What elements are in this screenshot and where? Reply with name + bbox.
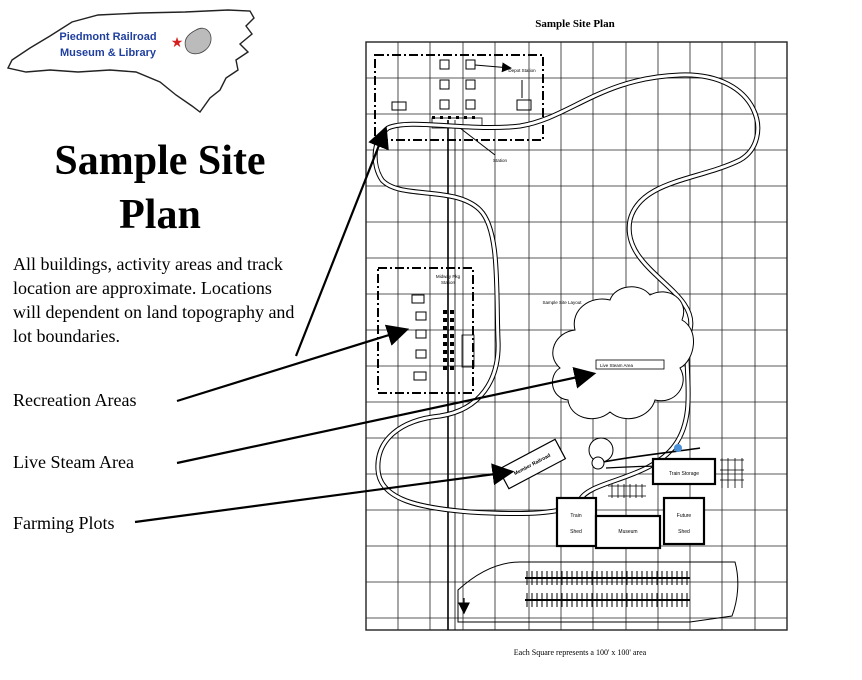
midway-area — [378, 268, 474, 393]
recreation-arrow — [177, 330, 405, 401]
live-steam-arrow — [177, 374, 592, 463]
depot-station-label: Depot Station — [508, 68, 536, 73]
plan-title: Sample Site Plan — [535, 18, 615, 30]
member-railroad-label: Member Railroad — [513, 452, 552, 478]
future-shed-label-1: Future — [676, 513, 692, 519]
turntable-icon — [592, 457, 604, 469]
member-railroad-building — [499, 439, 566, 488]
midway-stalls — [432, 116, 475, 370]
train-storage-label: Train Storage — [668, 471, 700, 477]
water-tower-icon — [674, 444, 682, 452]
page-title-line-2: Plan — [119, 192, 201, 238]
live-steam-cloud — [552, 287, 693, 419]
midway-station-label-1: Midway Pkg — [435, 274, 461, 279]
train-shed-label-2: Shed — [570, 529, 582, 535]
logo-line-1: Piedmont Railroad — [59, 31, 157, 43]
description-arrow — [296, 130, 385, 356]
midway-station-label-2: Station — [440, 280, 456, 285]
parking-lot — [458, 562, 738, 622]
description-text: All buildings, activity areas and track location are approximate. Locations will dependent on land topography and lot boundaries. — [13, 254, 295, 346]
live-steam-area-plan-label: Live Steam Area — [600, 363, 634, 368]
star-icon: ★ — [170, 34, 184, 50]
farming-plots-label: Farming Plots — [13, 513, 115, 533]
recreation-areas-label: Recreation Areas — [13, 390, 137, 410]
museum-label: Museum — [618, 529, 638, 535]
train-shed-label-1: Train — [570, 513, 582, 519]
plan-caption: Each Square represents a 100' x 100' area — [513, 648, 647, 657]
future-shed-label-2: Shed — [678, 529, 690, 535]
logo-line-2: Museum & Library — [60, 47, 156, 59]
parking-stalls — [527, 571, 687, 607]
train-shed-building — [557, 498, 596, 546]
site-layout-label: Sample Site Layout — [542, 300, 582, 305]
station-label: Station — [492, 158, 508, 163]
future-shed-building — [664, 498, 704, 544]
farming-arrow — [135, 472, 510, 522]
page-title-line-1: Sample Site — [54, 138, 266, 184]
live-steam-area-label: Live Steam Area — [13, 452, 134, 472]
